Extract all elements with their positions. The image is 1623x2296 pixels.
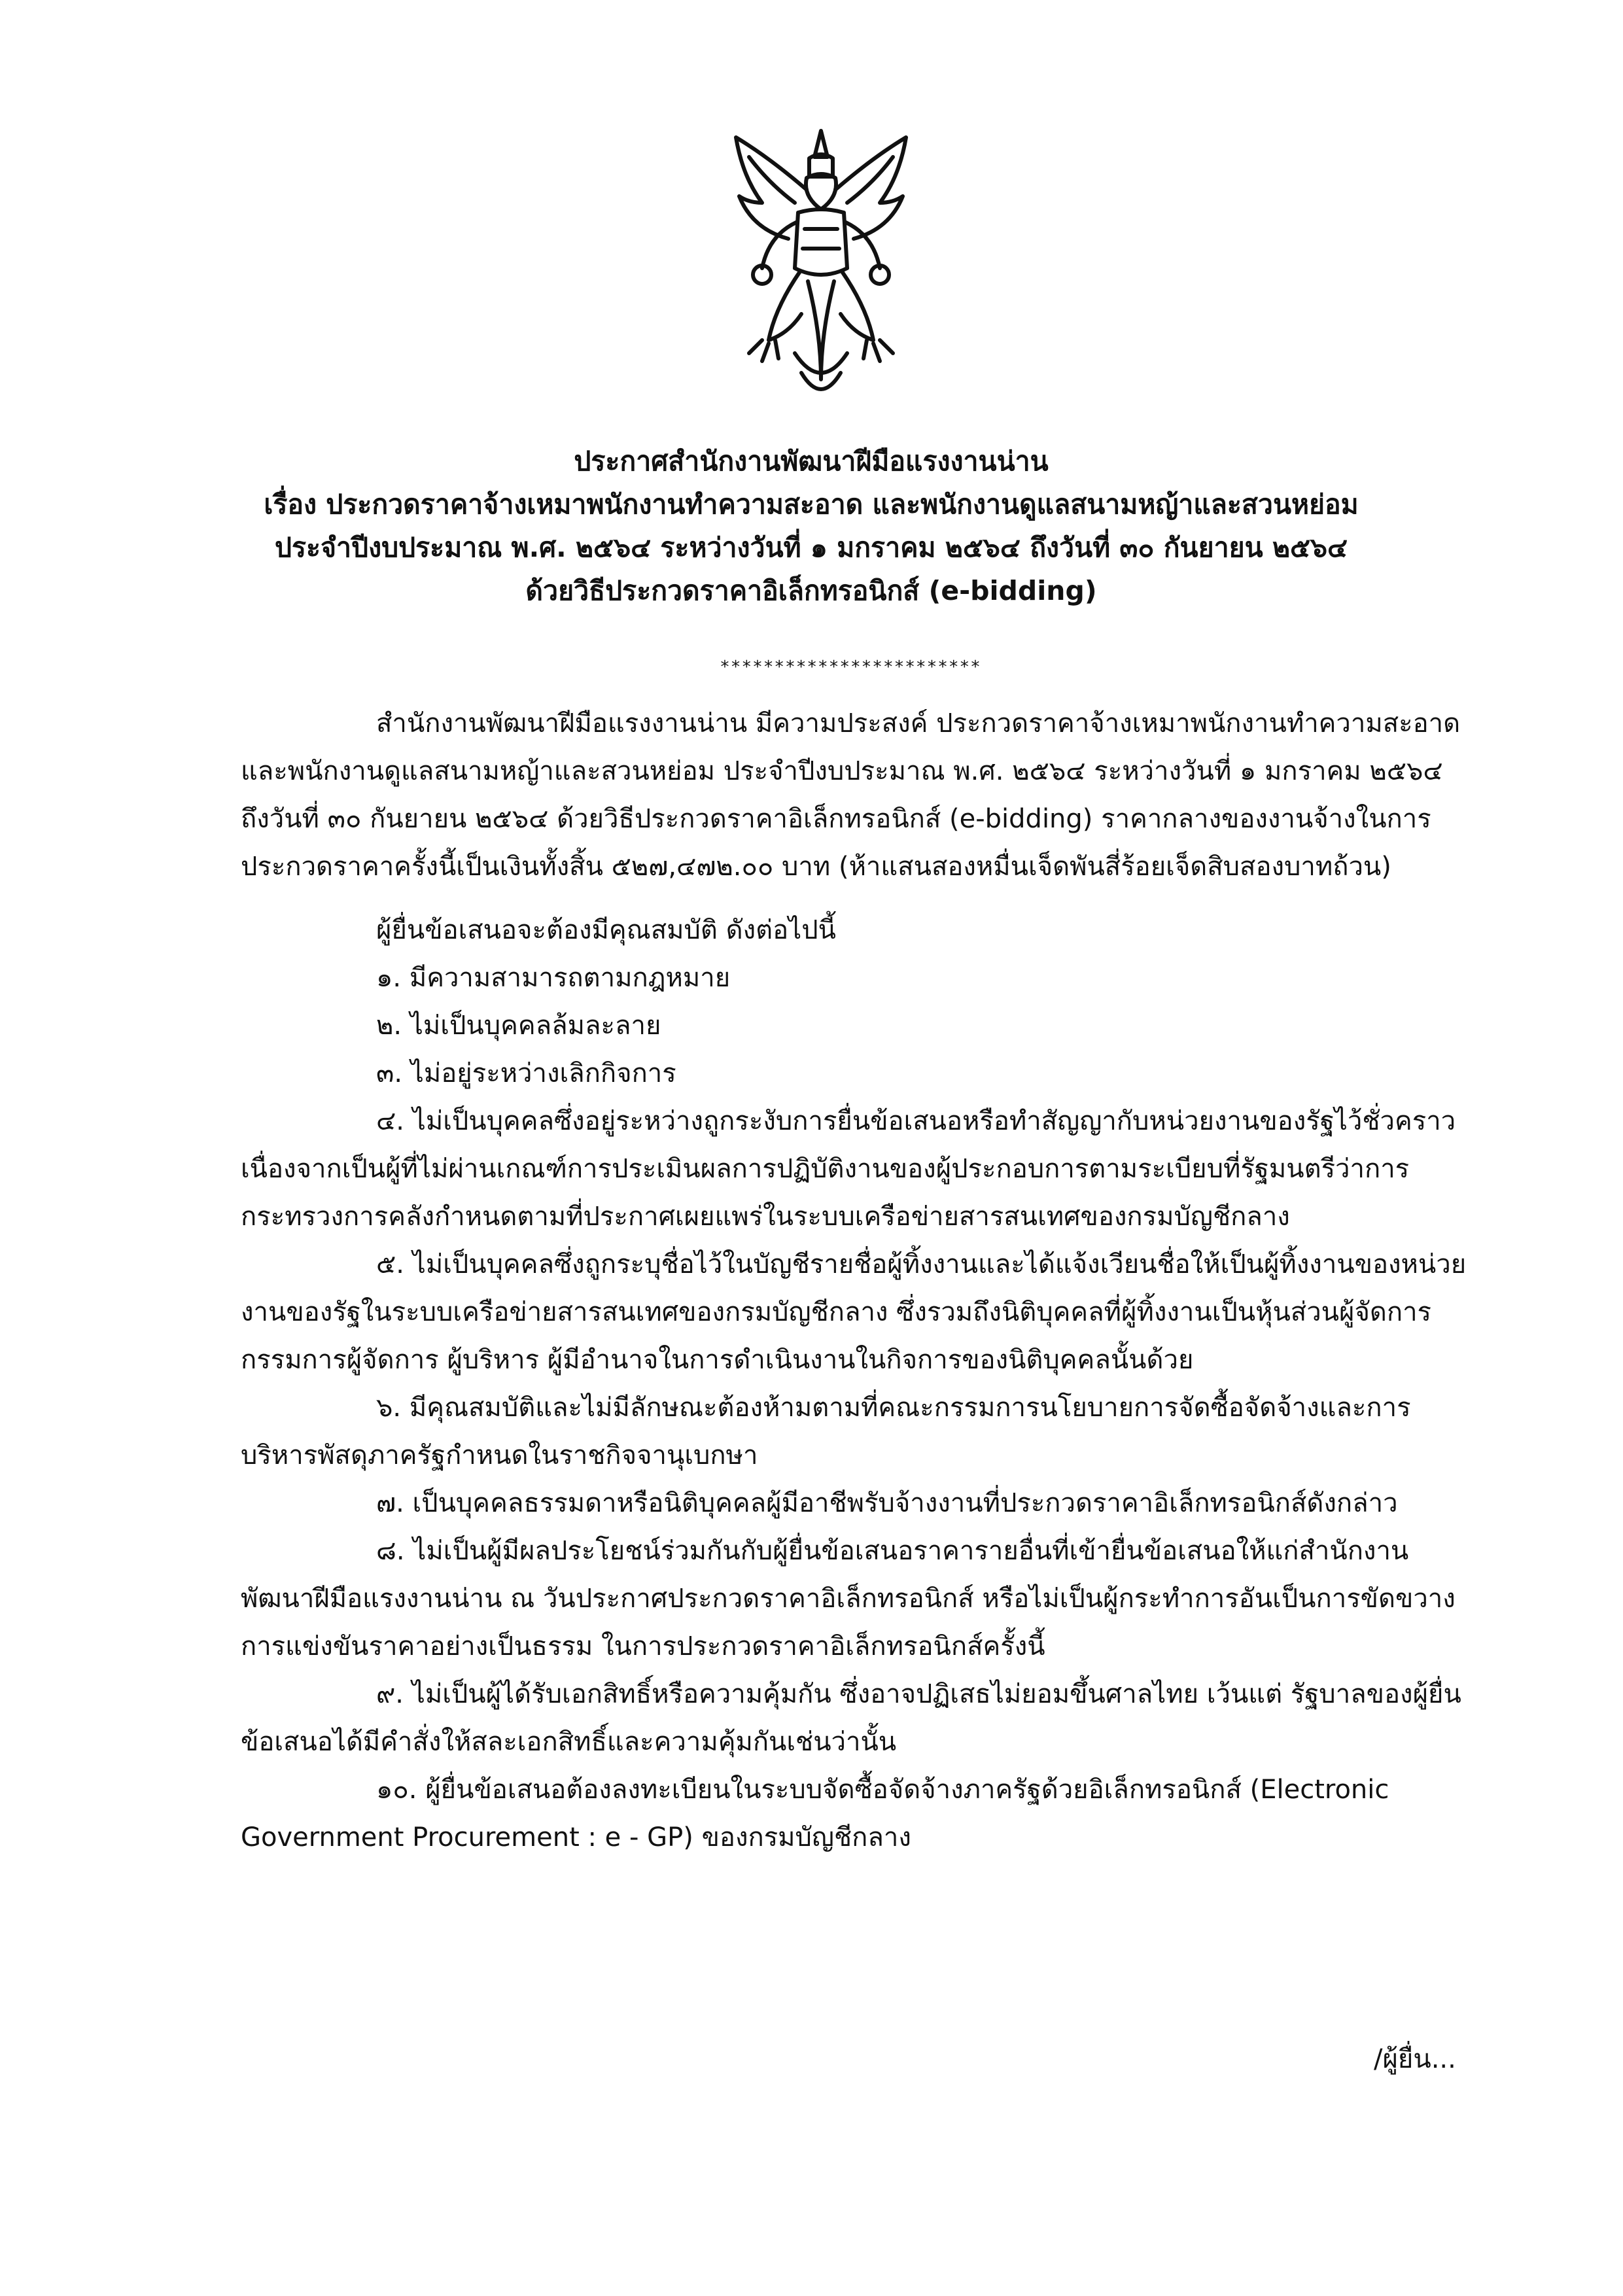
qualification-item: ๘. ไม่เป็นผู้มีผลประโยชน์ร่วมกันกับผู้ยื่นข้อเสนอราคารายอื่นที่เข้ายื่นข้อเสนอให้แก่สำนักงานพัฒนาฝีมือแรงงานน่าน ณ วันประกาศประกวดราคาอิเล็กทรอนิกส์ หรือไม่เป็นผู้กระทำการอันเป็นการขัดขวางการแข่งขันราคาอย่างเป็นธรรม ในการประกวดราคาอิเล็กทรอนิกส์ครั้งนี้ <box>241 1536 1456 1661</box>
qualifications-heading: ผู้ยื่นข้อเสนอจะต้องมีคุณสมบัติ ดังต่อไปนี้ <box>376 915 836 945</box>
qualification-item: ๙. ไม่เป็นผู้ได้รับเอกสิทธิ์หรือความคุ้มกัน ซึ่งอาจปฏิเสธไม่ยอมขึ้นศาลไทย เว้นแต่ รัฐบาลของผู้ยื่นข้อเสนอได้มีคำสั่งให้สละเอกสิทธิ์และความคุ้มกันเช่นว่านั้น <box>241 1679 1461 1757</box>
qualification-item: ๕. ไม่เป็นบุคคลซึ่งถูกระบุชื่อไว้ในบัญชีรายชื่อผู้ทิ้งงานและได้แจ้งเวียนชื่อให้เป็นผู้ทิ้งงานของหน่วยงานของรัฐในระบบเครือข่ายสารสนเทศของกรมบัญชีกลาง ซึ่งรวมถึงนิติบุคคลที่ผู้ทิ้งงานเป็นหุ้นส่วนผู้จัดการ กรรมการผู้จัดการ ผู้บริหาร ผู้มีอำนาจในการดำเนินงานในกิจการของนิติบุคคลนั้นด้วย <box>241 1249 1467 1375</box>
announcement-method: ด้วยวิธีประกวดราคาอิเล็กทรอนิกส์ (e-bidding) <box>525 575 1097 606</box>
qualification-item: ๗. เป็นบุคคลธรรมดาหรือนิติบุคคลผู้มีอาชีพรับจ้างงานที่ประกวดราคาอิเล็กทรอนิกส์ดังกล่าว <box>376 1488 1398 1518</box>
qualification-item: ๖. มีคุณสมบัติและไม่มีลักษณะต้องห้ามตามที่คณะกรรมการนโยบายการจัดซื้อจัดจ้างและการบริหารพัสดุภาครัฐกำหนดในราชกิจจานุเบกษา <box>241 1393 1411 1470</box>
qualification-item: ๓. ไม่อยู่ระหว่างเลิกกิจการ <box>376 1058 676 1088</box>
qualification-item: ๒. ไม่เป็นบุคคลล้มละลาย <box>376 1011 661 1041</box>
garuda-emblem-icon <box>723 118 919 409</box>
separator: ************************ <box>720 657 981 677</box>
intro-paragraph: สำนักงานพัฒนาฝีมือแรงงานน่าน มีความประสงค์ ประกวดราคาจ้างเหมาพนักงานทำความสะอาด และพนักงานดูแลสนามหญ้าและสวนหย่อม ประจำปีงบประมาณ พ.ศ. ๒๕๖๔ ระหว่างวันที่ ๑ มกราคม ๒๕๖๔ ถึงวันที่ ๓๐ กันยายน ๒๕๖๔ ด้วยวิธีประกวดราคาอิเล็กทรอนิกส์ (e-bidding) ราคากลางของงานจ้างในการประกวดราคาครั้งนี้เป็นเงินทั้งสิ้น ๕๒๗,๔๗๒.๐๐ บาท (ห้าแสนสองหมื่นเจ็ดพันสี่ร้อยเจ็ดสิบสองบาทถ้วน) <box>241 708 1461 882</box>
document-body <box>241 700 1471 1862</box>
qualification-item: ๑๐. ผู้ยื่นข้อเสนอต้องลงทะเบียนในระบบจัดซื้อจัดจ้างภาครัฐด้วยอิเล็กทรอนิกส์ (Electronic Government Procurement : e - GP) ของกรมบัญชีกลาง <box>241 1775 1389 1852</box>
announcement-title: ประกาศสำนักงานพัฒนาฝีมือแรงงานน่าน <box>574 445 1049 477</box>
qualification-item: ๔. ไม่เป็นบุคคลซึ่งอยู่ระหว่างถูกระงับการยื่นข้อเสนอหรือทำสัญญากับหน่วยงานของรัฐไว้ชั่วคราวเนื่องจากเป็นผู้ที่ไม่ผ่านเกณฑ์การประเมินผลการปฏิบัติงานของผู้ประกอบการตามระเบียบที่รัฐมนตรีว่าการกระทรวงการคลังกำหนดตามที่ประกาศเผยแพร่ในระบบเครือข่ายสารสนเทศของกรมบัญชีกลาง <box>241 1106 1456 1232</box>
continuation-marker: /ผู้ยื่น... <box>1374 2044 1456 2074</box>
announcement-period: ประจำปีงบประมาณ พ.ศ. ๒๕๖๔ ระหว่างวันที่ ๑ มกราคม ๒๕๖๔ ถึงวันที่ ๓๐ กันยายน ๒๕๖๔ <box>274 532 1348 563</box>
announcement-subject: เรื่อง ประกวดราคาจ้างเหมาพนักงานทำความสะอาด และพนักงานดูแลสนามหญ้าและสวนหย่อม <box>264 489 1359 520</box>
announcement-header <box>196 440 1426 612</box>
qualification-item: ๑. มีความสามารถตามกฎหมาย <box>376 963 731 993</box>
